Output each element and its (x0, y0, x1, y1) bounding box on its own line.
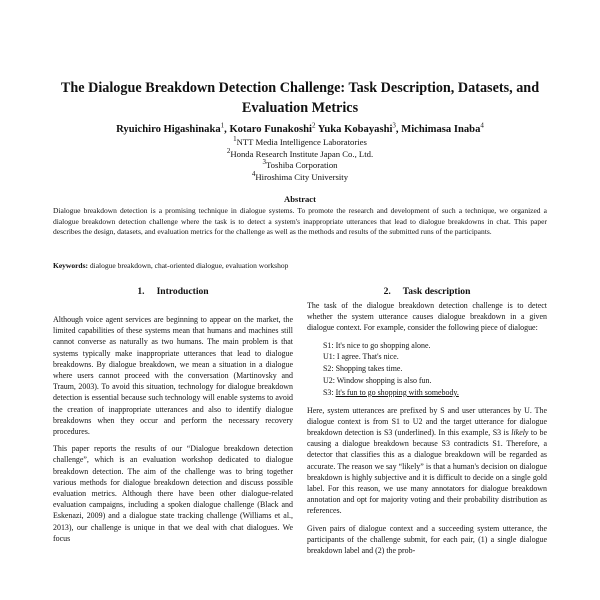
left-column (53, 285, 293, 550)
abstract-text: Dialogue breakdown detection is a promising technique in dialogue systems. To promote the research and development of such a technique, we organized a dialogue breakdown detection challenge where the task is to detect a system's inappropriate utterances that lead to dialogue breakdowns in chat. This paper describes the design, datasets, and evaluation metrics for the challenge as well as the methods and results of the submitted runs of the participants. (53, 206, 547, 237)
affiliation: $^3$Toshiba Corporation (262, 158, 338, 171)
author: Michimasa Inaba$^4$ (401, 121, 484, 135)
affiliation: $^1$NTT Media Intelligence Laboratories (233, 135, 367, 147)
dialogue-line-target: S3: It's fun to go shopping with somebody. (323, 387, 459, 397)
keywords-label: Keywords: (53, 261, 88, 270)
dialogue-line: S2: Shopping takes time. (323, 364, 403, 374)
task-paragraph: Given pairs of dialogue context and a succeeding system utterance, the participants of the challenge submit, for each pair, (1) a single dialogue breakdown label and (2) the prob- (307, 523, 547, 556)
task-paragraph: The task of the dialogue breakdown detection challenge is to detect whether the system utterance causes dialogue breakdown in a given dialogue context. For example, consider the following piece of dialogue: (307, 301, 547, 333)
task-paragraph: Here, system utterances are prefixed by S and user utterances by U. The dialogue context is from S1 to U2 and the target utterance for dialogue breakdown detection is S3 (underlined). In this example, S3 is likely to be causing a dialogue breakdown because S3 contradicts S1. Therefore, a detector that classifies this as a dialogue breakdown will be regarded as accurate. The reason we say “likely” is that a human's decision on dialogue breakdown is highly subjective and it is difficult to decide on a single gold label. For this reason, we use many annotators for dialogue breakdown annotation and opt for majority voting and their probability distribution as references. (307, 405, 547, 516)
author: Ryuichiro Higashinaka$^1$, (116, 121, 230, 135)
section-heading-introduction: 1. Introduction (137, 286, 209, 297)
keywords-text: dialogue breakdown, chat-oriented dialogue, evaluation workshop (88, 261, 289, 270)
affiliation-list (40, 137, 560, 183)
right-column (307, 285, 547, 562)
section-heading-task-description: 2. Task description (383, 286, 471, 297)
dialogue-line: S1: It's nice to go shopping alone. (323, 340, 431, 350)
intro-paragraph: This paper reports the results of our “Dialogue breakdown detection challenge”, which is an evaluation workshop dedicated to dialogue breakdown detection. The aim of the challenge was to bring together various methods for dialogue breakdown detection and discuss possible evaluation metrics. Although there have been other dialogue-related evaluation campaigns, including a spoken dialogue challenge (Black and Eskenazi, 2009) and a dialogue state tracking challenge (Williams et al., 2013), our challenge is unique in that we deal with chat dialogues. We focus (53, 444, 293, 543)
author-list (40, 123, 560, 136)
dialogue-example (323, 340, 547, 399)
author: Kotaro Funakoshi$^2$ (229, 121, 316, 135)
affiliation: $^2$Honda Research Institute Japan Co., Ltd. (226, 146, 374, 159)
paper-title: The Dialogue Breakdown Detection Challenge: Task Description, Datasets, and Evaluation Metrics (60, 80, 540, 116)
dialogue-line: U1: I agree. That's nice. (323, 352, 399, 362)
dialogue-line: U2: Window shopping is also fun. (323, 376, 432, 385)
author: Yuka Kobayashi$^3$, (317, 121, 402, 135)
keywords (53, 261, 547, 271)
abstract-heading: Abstract (284, 194, 316, 204)
affiliation: $^4$Hiroshima City University (251, 169, 349, 182)
intro-paragraph: Although voice agent services are beginning to appear on the market, the limited capabilities of these systems mean that humans and machines still cannot converse as naturally as two humans. The main problem is that systems typically make inappropriate utterances that lead to dialogue breakdowns. By dialogue breakdown, we mean a situation in a dialogue where users cannot proceed with the conversation (Martinovsky and Traum, 2003). To avoid this situation, technology for dialogue breakdown detection is essential because such technology will enable systems to avoid the creation of inappropriate utterances and also to identify dialogue breakdowns when they occur and perform the necessary recovery procedures. (53, 315, 293, 437)
